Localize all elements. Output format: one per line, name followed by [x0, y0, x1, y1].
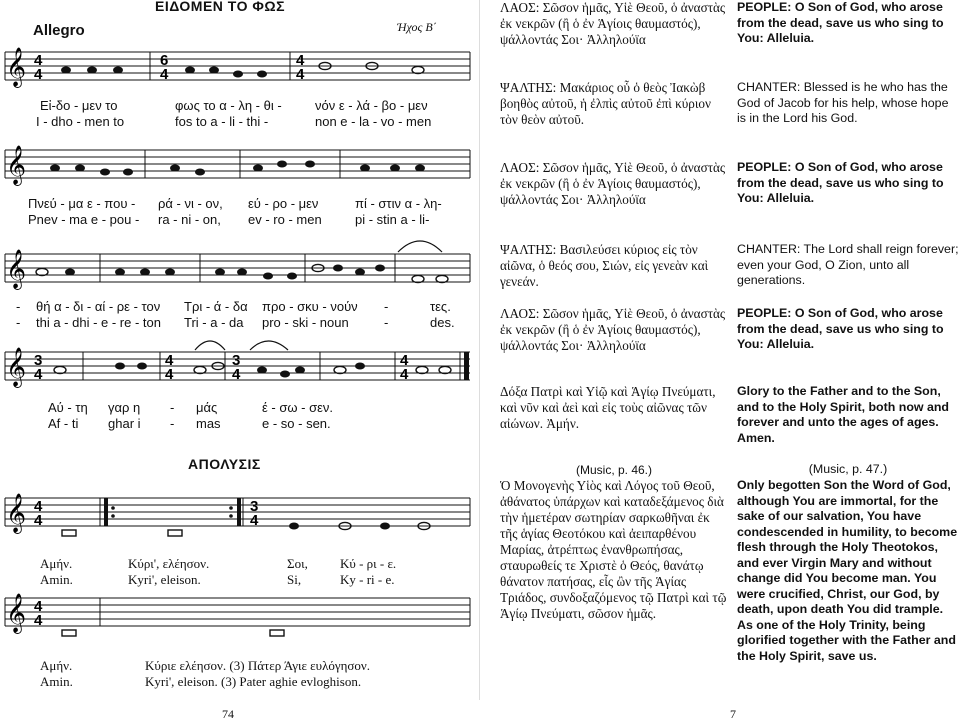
svg-text:3: 3 [34, 352, 43, 369]
english-block: CHANTER: Blessed is he who has the God of Jacob for his help, whose hope is in the Lord his God. [737, 80, 949, 125]
page-number-left: 74 [222, 707, 234, 721]
staff-4 [0, 330, 480, 400]
svg-text:4: 4 [232, 366, 241, 383]
staff-3 [0, 232, 480, 302]
greek-block: Δόξα Πατρὶ καὶ Υἱῷ καὶ Ἁγίῳ Πνεύματι, καὶ νῦν καὶ ἀεὶ καὶ εἰς τοὺς αἰῶνας τῶν αἰώνων. Ἀμήν. [500, 384, 716, 431]
page-divider [479, 0, 480, 700]
time-sig-top: 4 [34, 52, 43, 69]
english-block: Only begotten Son the Word of God, although You are immortal, for the sake of our salvation, You have condescended in humility, to become flesh through the Holy Theotokos, and ever Virgin Mary and without change did You become man. You were crucified, Christ, our God, by death, upon death You did trample. As one of the Holy Trinity, being glorified together with the Father and the Holy Spirit, save us. [737, 478, 958, 663]
english-block: Glory to the Father and to the Son, and to the Holy Spirit, both now and forever and unto the ages of ages. Amen. [737, 384, 950, 445]
svg-text:4: 4 [400, 352, 409, 369]
greek-block: ΛΑΟΣ: Σῶσον ἡμᾶς, Υἱὲ Θεοῦ, ὁ ἀναστὰς ἐκ νεκρῶν (ἢ ὁ ἐν Ἁγίοις θαυμαστός), ψάλλοντάς Σοι· Ἀλληλούϊα [500, 0, 726, 47]
text-page [482, 0, 960, 724]
svg-text:4: 4 [34, 66, 43, 83]
greek-block: Ὁ Μονογενὴς Υἱὸς καὶ Λόγος τοῦ Θεοῦ, ἀθάνατος ὑπάρχων καὶ καταδεξάμενος διὰ τὴν ἡμετέραν σωτηρίαν σαρκωθῆναι ἐκ τῆς ἁγίας Θεοτόκου καὶ ἀειπαρθένου Μαρίας, ἀτρέπτως ἐνανθρωπήσας, σταυρωθείς τε Χριστὲ ὁ Θεός, θανάτῳ θάνατον πατήσας, εἷς ὢν τῆς Ἁγίας Τριάδος, συνδοξαζόμενος τῷ Πατρὶ καὶ τῷ Ἁγίῳ Πνεύματι, σῶσον ἡμᾶς. [500, 478, 727, 621]
greek-block: ΨΑΛΤΗΣ: Μακάριος οὗ ὁ θεὸς Ἰακὼβ βοηθὸς αὐτοῦ, ἡ ἐλπὶς αὐτοῦ ἐπὶ κύριον τὸν θεὸν αὐτοῦ. [500, 80, 711, 127]
music-page: Allegro ΕΙΔΟΜΕΝ ΤΟ ΦΩΣ Ήχος Β΄ 𝄞 4 4 6 4 4 4 Εἰ-δο - μεν το φως το α - λη - θι - νόν ε - λά - βο - μεν I - dho - men to fos to a - li - thi - non e - la - vo - men 𝄞 Πνεύ - μα ε - που - ρά - νι - ον, εύ - ρο - μεν πί - στιν α - λη- Pnev - ma e - pou - ra - ni - on, ev - ro - men pi - stin a - li- 𝄞 - θή α - δι - αί - ρε - τον Τρι - ά - δα προ - σκυ - νούν - τες. - thi a - dhi - e - re - ton Tri - a - da pro - ski - noun - des. 𝄞 3 4 4 4 3 4 4 4 Αύ - τη γαρ η - μάς έ - σω - σεν. Af - ti ghar i - mas e - so - sen. ΑΠΟΛΥΣΙΣ 𝄞 4 4 3 4 Αμήν. Κύρι', ελέησον. Σοι, Κύ - ρι - ε. Amin. Kyri', eleison. Si, Ky - ri - e. 𝄞 4 4 Αμήν. Κύριε ελέησον. (3) Πάτερ Άγιε ευλόγησον. Amin. Kyri', eleison. (3) Pater aghie evloghison. 74 [0, 0, 480, 724]
greek-block: ΨΑΛΤΗΣ: Βασιλεύσει κύριος εἰς τὸν αἰῶνα, ὁ θεός σου, Σιών, εἰς γενεὰν καὶ γενεάν. [500, 242, 709, 289]
music-note: (Music, p. 47.) [808, 462, 888, 476]
english-block: PEOPLE: O Son of God, who arose from the dead, save us who sing to You: Alleluia. [737, 160, 944, 205]
staff-6 [0, 586, 480, 646]
english-block: PEOPLE: O Son of God, who arose from the dead, save us who sing to You: Alleluia. [737, 306, 944, 351]
svg-text:𝄞: 𝄞 [6, 347, 27, 387]
staff-5 [0, 486, 480, 546]
tempo-marking: Allegro [33, 22, 85, 39]
svg-text:𝄞: 𝄞 [6, 593, 27, 633]
apolysis-title: ΑΠΟΛΥΣΙΣ [188, 456, 261, 472]
svg-text:4: 4 [34, 598, 43, 615]
music-note: (Music, p. 46.) [575, 463, 653, 477]
svg-text:3: 3 [250, 498, 259, 515]
svg-text:𝄞: 𝄞 [6, 249, 27, 289]
svg-text:𝄞: 𝄞 [6, 47, 27, 87]
svg-text:4: 4 [296, 66, 305, 83]
svg-text:4: 4 [34, 512, 43, 529]
svg-text:4: 4 [34, 612, 43, 629]
svg-text:4: 4 [165, 366, 174, 383]
svg-text:4: 4 [34, 498, 43, 515]
greek-block: ΛΑΟΣ: Σῶσον ἡμᾶς, Υἱὲ Θεοῦ, ὁ ἀναστὰς ἐκ νεκρῶν (ἢ ὁ ἐν Ἁγίοις θαυμαστός), ψάλλοντάς Σοι· Ἀλληλούϊα [500, 306, 726, 353]
page-number-right: 7 [730, 707, 736, 721]
svg-text:4: 4 [296, 52, 305, 69]
svg-text:4: 4 [250, 512, 259, 529]
tone-marking: Ήχος Β΄ [397, 20, 437, 34]
svg-text:4: 4 [34, 366, 43, 383]
svg-text:𝄞: 𝄞 [6, 145, 27, 185]
staff-1 [0, 40, 480, 100]
svg-text:4: 4 [400, 366, 409, 383]
english-block: CHANTER: The Lord shall reign forever; even your God, O Zion, unto all generations. [737, 242, 959, 287]
english-block: PEOPLE: O Son of God, who arose from the dead, save us who sing to You: Alleluia. [737, 0, 944, 45]
svg-text:4: 4 [165, 352, 174, 369]
lyric-greek: Εἰ-δο - μεν το [40, 98, 118, 113]
svg-text:3: 3 [232, 352, 241, 369]
greek-block: ΛΑΟΣ: Σῶσον ἡμᾶς, Υἱὲ Θεοῦ, ὁ ἀναστὰς ἐκ νεκρῶν (ἢ ὁ ἐν Ἁγίοις θαυμαστός), ψάλλοντάς Σοι· Ἀλληλούϊα [500, 160, 726, 207]
svg-text:𝄞: 𝄞 [6, 493, 27, 533]
hymn-title: ΕΙΔΟΜΕΝ ΤΟ ΦΩΣ [155, 0, 285, 14]
staff-2 [0, 138, 480, 198]
svg-text:6: 6 [160, 52, 169, 69]
svg-text:4: 4 [160, 66, 169, 83]
lyric-latin: I - dho - men to [36, 114, 125, 129]
